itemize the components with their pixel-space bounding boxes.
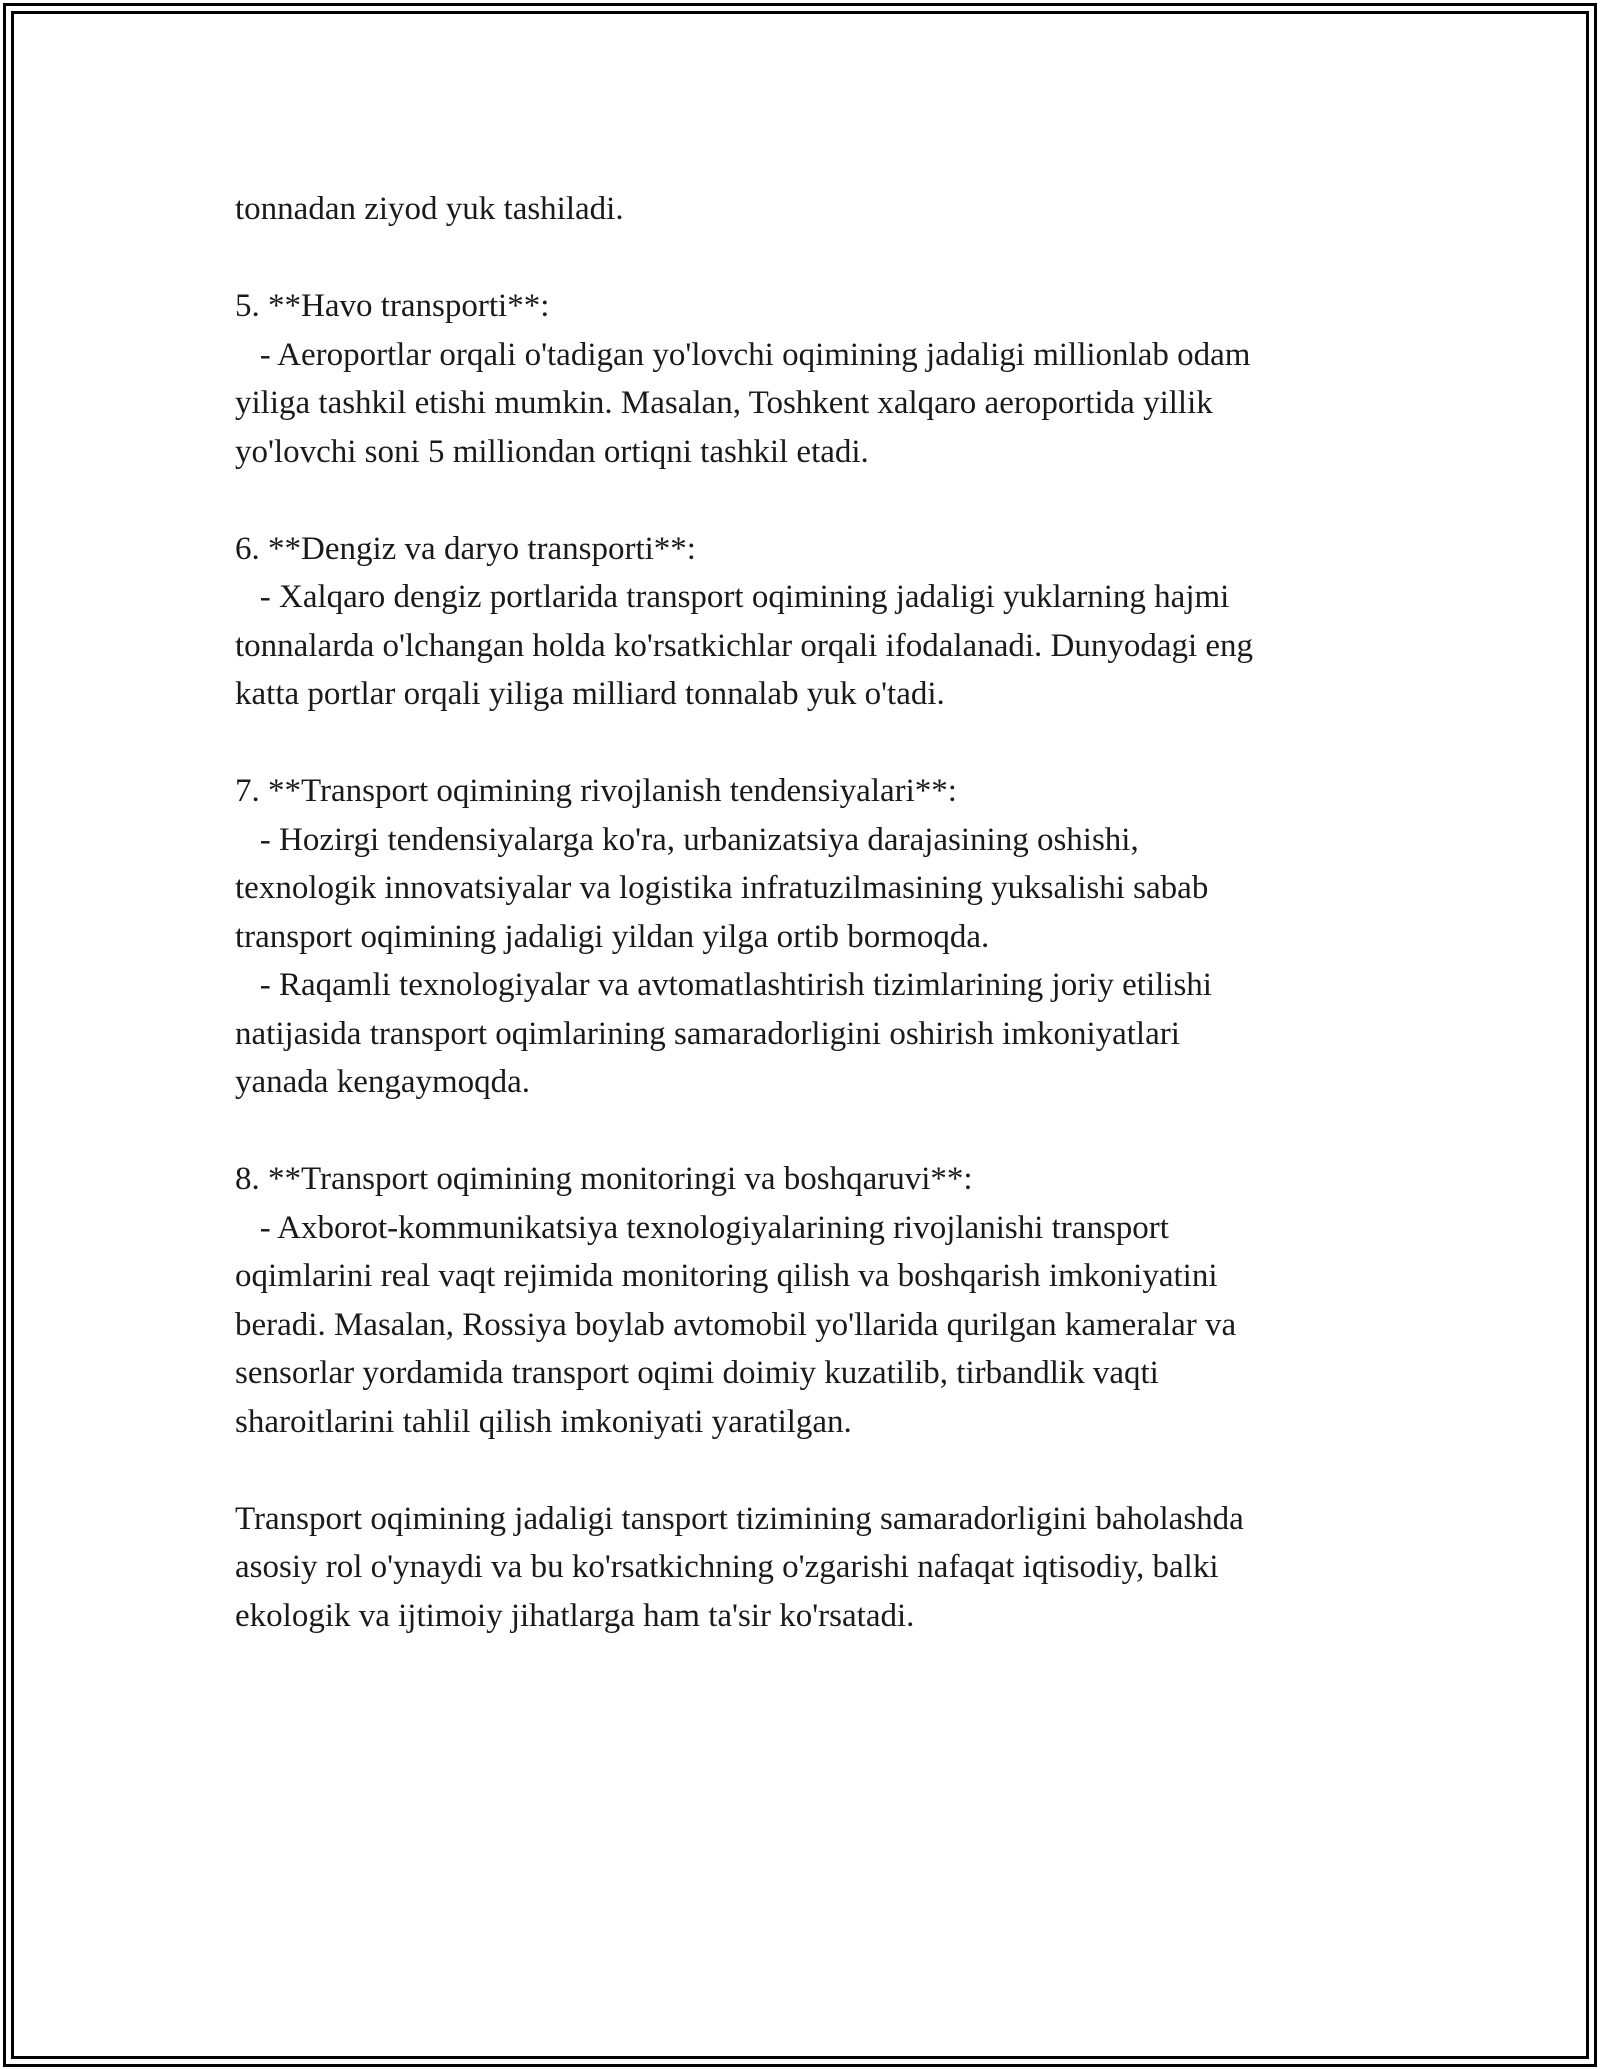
text-line: yiliga tashkil etishi mumkin. Masalan, Toshkent xalqaro aeroportida yillik — [235, 385, 1213, 421]
text-line: sensorlar yordamida transport oqimi doimiy kuzatilib, tirbandlik vaqti — [235, 1355, 1159, 1391]
text-line: 8. **Transport oqimining monitoringi va boshqaruvi**: — [235, 1161, 973, 1197]
text-line: texnologik innovatsiyalar va logistika infratuzilmasining yuksalishi sabab — [235, 870, 1209, 906]
paragraph-gap — [235, 476, 1385, 525]
text-line: beradi. Masalan, Rossiya boylab avtomobil yo'llarida qurilgan kameralar va — [235, 1306, 1237, 1343]
text-line: Transport oqimining jadaligi tansport tizimining samaradorligini baholashda — [235, 1500, 1244, 1537]
text-line: oqimlarini real vaqt rejimida monitoring qilish va boshqarish imkoniyatini — [235, 1258, 1218, 1294]
text-line: - Xalqaro dengiz portlarida transport oqimining jadaligi yuklarning hajmi — [235, 579, 1230, 615]
text-line: tonnalarda o'lchangan holda ko'rsatkichlar orqali ifodalanadi. Dunyodagi eng — [235, 627, 1254, 664]
paragraph — [235, 282, 1385, 476]
paragraph-gap — [235, 234, 1385, 283]
text-line: transport oqimining jadaligi yildan yilga ortib bormoqda. — [235, 918, 990, 955]
paragraph — [235, 185, 1385, 234]
text-line: asosiy rol o'ynaydi va bu ko'rsatkichning o'zgarishi nafaqat iqtisodiy, balki — [235, 1549, 1219, 1585]
text-line: yo'lovchi soni 5 milliondan ortiqni tashkil etadi. — [235, 433, 869, 470]
text-line: - Aeroportlar orqali o'tadigan yo'lovchi oqimining jadaligi millionlab odam — [235, 336, 1251, 373]
paragraph — [235, 767, 1385, 1107]
text-line: natijasida transport oqimlarining samaradorligini oshirish imkoniyatlari — [235, 1015, 1180, 1052]
text-line: - Hozirgi tendensiyalarga ko'ra, urbanizatsiya darajasining oshishi, — [235, 821, 1139, 858]
document-body — [235, 185, 1385, 1640]
paragraph — [235, 525, 1385, 719]
text-line: 6. **Dengiz va daryo transporti**: — [235, 530, 696, 567]
text-line: yanada kengaymoqda. — [235, 1064, 531, 1100]
text-line: ekologik va ijtimoiy jihatlarga ham ta'sir ko'rsatadi. — [235, 1597, 915, 1634]
text-line: - Axborot-kommunikatsiya texnologiyalarining rivojlanishi transport — [235, 1209, 1169, 1246]
paragraph-gap — [235, 719, 1385, 768]
text-line: sharoitlarini tahlil qilish imkoniyati yaratilgan. — [235, 1403, 852, 1440]
text-line: tonnadan ziyod yuk tashiladi. — [235, 191, 624, 227]
paragraph-gap — [235, 1446, 1385, 1495]
paragraph — [235, 1495, 1385, 1641]
text-line: - Raqamli texnologiyalar va avtomatlashtirish tizimlarining joriy etilishi — [235, 967, 1212, 1003]
paragraph-gap — [235, 1107, 1385, 1156]
text-line: 7. **Transport oqimining rivojlanish tendensiyalari**: — [235, 773, 957, 809]
paragraph — [235, 1155, 1385, 1446]
text-line: katta portlar orqali yiliga milliard tonnalab yuk o'tadi. — [235, 676, 945, 712]
text-line: 5. **Havo transporti**: — [235, 288, 550, 324]
